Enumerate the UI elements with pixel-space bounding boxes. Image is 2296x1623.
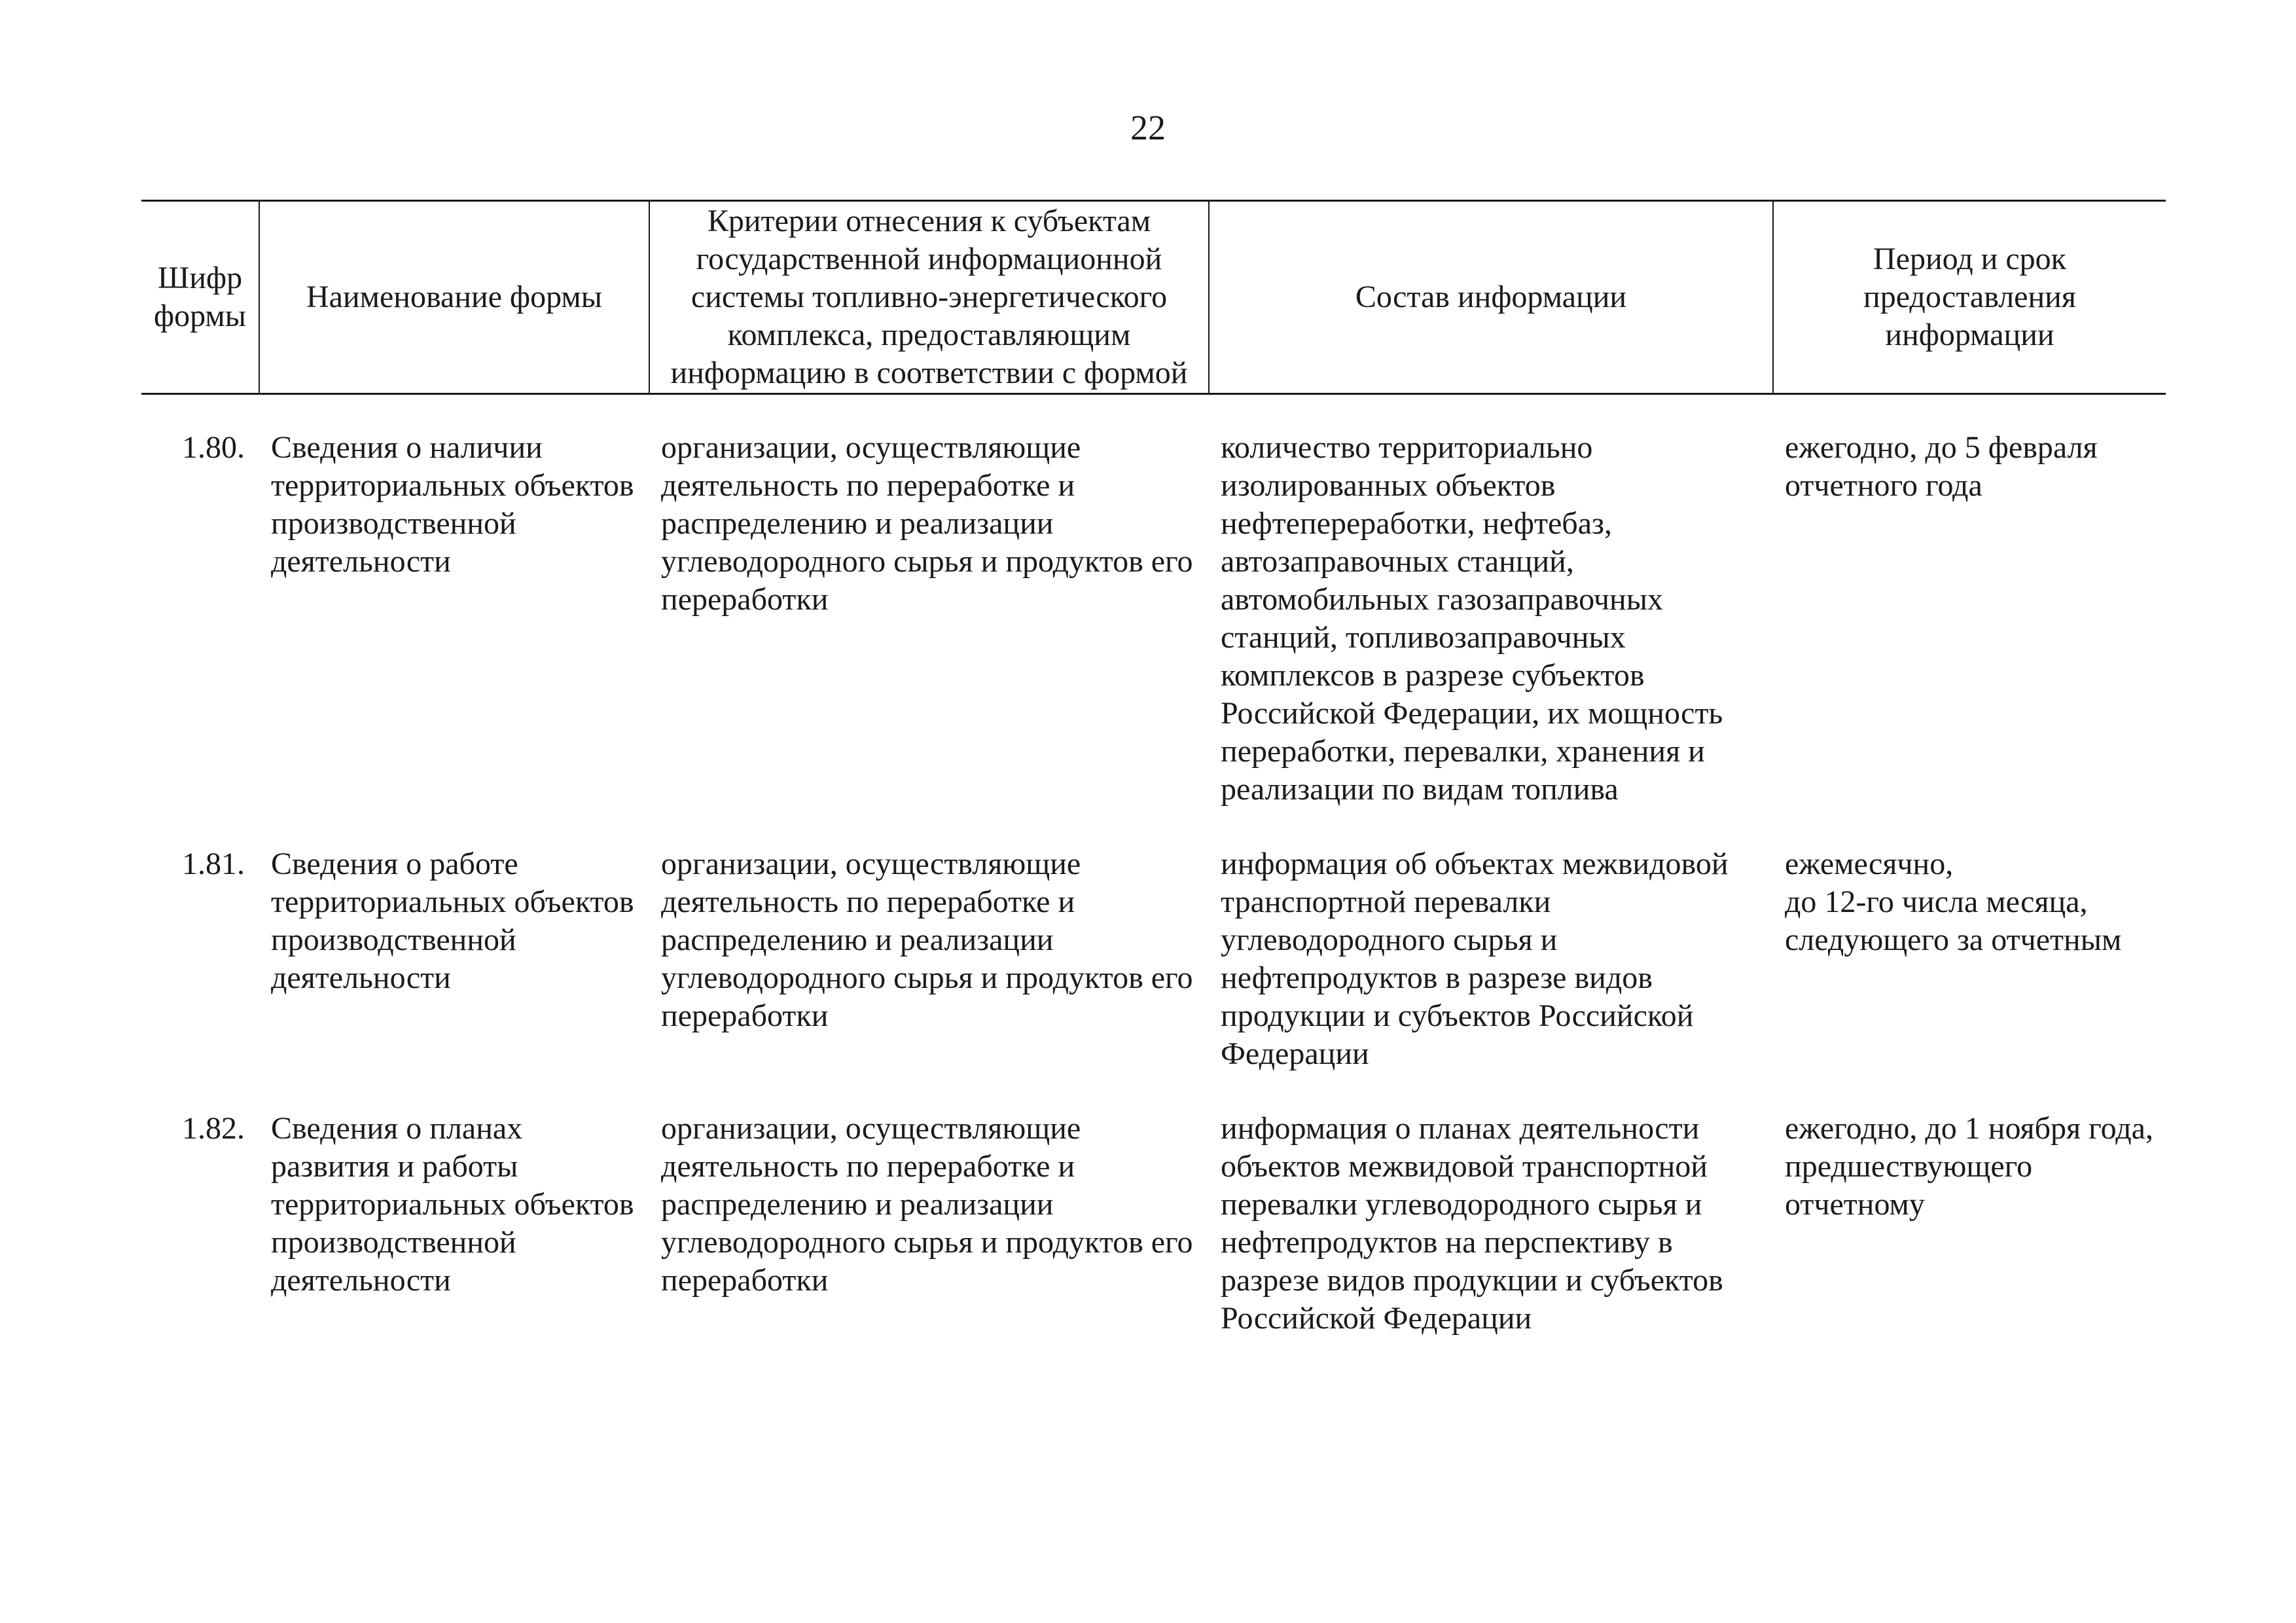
header-criteria: Критерии отнесения к субъектам государственной информационной системы топливно-энергетического комплекса, предоставляющим информацию в соответствии с формой [649, 201, 1209, 394]
row-name: Сведения о наличии территориальных объектов производственной деятельности [271, 430, 634, 579]
row-criteria: организации, осуществляющие деятельность по переработке и распределению и реализации углеводородного сырья и продуктов его переработки [661, 1111, 1193, 1298]
table-row [141, 394, 2166, 846]
table-row [141, 845, 2166, 1110]
row-period: ежемесячно, до 12-го числа месяца, следующего за отчетным [1785, 847, 2122, 957]
row-content: информация о планах деятельности объектов межвидовой транспортной перевалки углеводородного сырья и нефтепродуктов на перспективу в разрезе видов продукции и субъектов Российской Федерации [1221, 1111, 1723, 1336]
header-form-code: Шифр формы [141, 201, 259, 394]
forms-table [141, 200, 2166, 1374]
row-code: 1.80. [182, 430, 245, 465]
row-content: информация об объектах межвидовой транспортной перевалки углеводородного сырья и нефтепродуктов в разрезе видов продукции и субъектов Российской Федерации [1221, 847, 1729, 1071]
table-header-row [141, 201, 2166, 394]
header-form-name: Наименование формы [259, 201, 649, 394]
table-row [141, 1110, 2166, 1374]
row-criteria: организации, осуществляющие деятельность по переработке и распределению и реализации углеводородного сырья и продуктов его переработки [661, 847, 1193, 1033]
row-name: Сведения о планах развития и работы территориальных объектов производственной деятельности [271, 1111, 634, 1298]
header-period: Период и срок предоставления информации [1773, 201, 2166, 394]
row-period: ежегодно, до 1 ноября года, предшествующего отчетному [1785, 1111, 2153, 1222]
row-content: количество территориально изолированных объектов нефтепереработки, нефтебаз, автозаправочных станций, автомобильных газозаправочных станций, топливозаправочных комплексов в разрезе субъектов Российской Федерации, их мощность переработки, перевалки, хранения и реализации по видам топлива [1221, 430, 1723, 807]
header-content: Состав информации [1209, 201, 1773, 394]
page-number: 22 [1130, 108, 1166, 147]
row-criteria: организации, осуществляющие деятельность по переработке и распределению и реализации углеводородного сырья и продуктов его переработки [661, 430, 1193, 617]
row-code: 1.82. [182, 1111, 245, 1146]
row-name: Сведения о работе территориальных объектов производственной деятельности [271, 847, 634, 995]
row-period: ежегодно, до 5 февраля отчетного года [1785, 430, 2098, 503]
row-code: 1.81. [182, 847, 245, 881]
